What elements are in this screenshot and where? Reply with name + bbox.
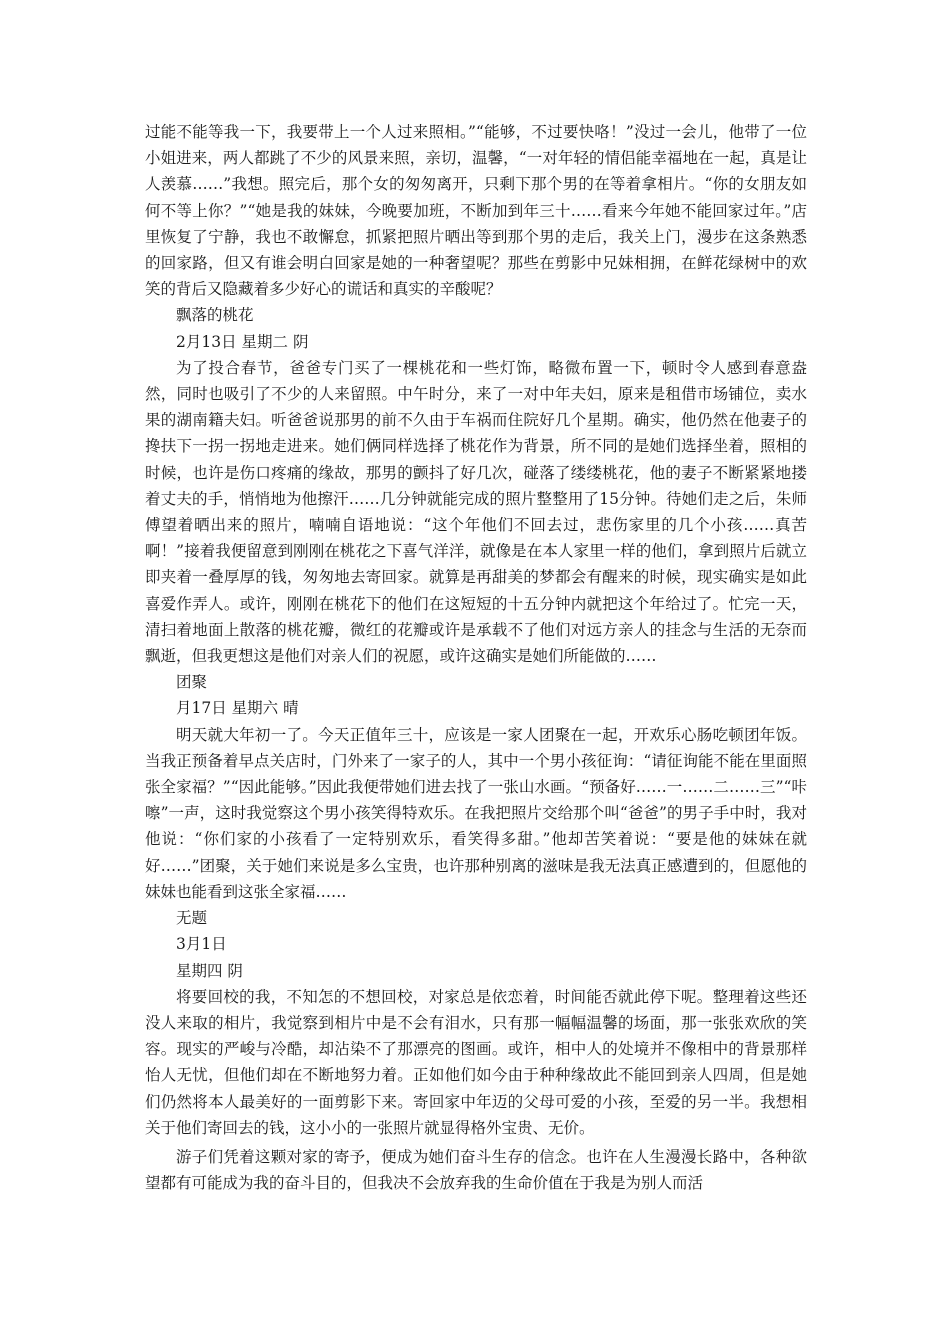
- paragraph-returning-to-school: 将要回校的我，不知怎的不想回校，对家总是依恋着，时间能否就此停下呢。整理着这些还没人来取的相片，我觉察到相片中是不会有泪水，只有那一幅幅温馨的场面，那一张张欢欣的笑容。现实的严峻与冷酷，却沾染不了那漂亮的图画。或许，相中人的处境并不像相中的背景那样怡人无忧，但他们却在不断地努力着。正如他们如今由于种种缘故此不能回到亲人四周，但是她们仍然将本人最美好的一面剪影下来。寄回家中年迈的父母可爱的小孩，至爱的另一半。我想相关于他们寄回去的钱，这小小的一张照片就显得格外宝贵、无价。: [145, 987, 807, 1137]
- diary-date-mar-1: 3月1日: [176, 935, 227, 954]
- section-heading-untitled: 无题: [176, 909, 208, 928]
- paragraph-continuation: 过能不能等我一下，我要带上一个人过来照相。”“能够，不过要快咯！”没过一会儿，他带了一位小姐进来，两人都跳了不少的风景来照，亲切，温馨，“一对年轻的情侣能幸福地在一起，真是让人羡慕……”我想。照完后，那个女的匆匆离开，只剩下那个男的在等着拿相片。“你的女朋友如何不等上你？”“她是我的妹妹，今晚要加班，不断加到年三十……看来今年她不能回家过年。”店里恢复了宁静，我也不敢懈怠，抓紧把照片晒出等到那个男的走后，我关上门，漫步在这条熟悉的回家路，但又有谁会明白回家是她的一种奢望呢？那些在剪影中兄妹相拥，在鲜花绿树中的欢笑的背后又隐藏着多少好心的谎话和真实的辛酸呢？: [145, 123, 807, 299]
- diary-weekday-thursday: 星期四 阴: [176, 961, 243, 980]
- paragraph-peach-blossom-story: 为了投合春节，爸爸专门买了一棵桃花和一些灯饰，略微布置一下，顿时令人感到春意盎然，同时也吸引了不少的人来留照。中午时分，来了一对中年夫妇，原来是租借市场铺位，卖水果的湖南籍夫妇。听爸爸说那男的前不久由于车祸而住院好几个星期。确实，他仍然在他妻子的搀扶下一拐一拐地走进来。她们俩同样选择了桃花作为背景，所不同的是她们选择坐着，照相的时候，也许是伤口疼痛的缘故，那男的颤抖了好几次，碰落了缕缕桃花，他的妻子不断紧紧地搂着丈夫的手，悄悄地为他擦汗……几分钟就能完成的照片整整用了15分钟。待她们走之后，朱师傅望着晒出来的照片，喃喃自语地说：“这个年他们不回去过，悲伤家里的几个小孩……真苦啊！”接着我便留意到刚刚在桃花之下喜气洋洋，就像是在本人家里一样的他们，拿到照片后就立即夹着一叠厚厚的钱，匆匆地去寄回家。就算是再甜美的梦都会有醒来的时候，现实确实是如此喜爱作弄人。或许，刚刚在桃花下的他们在这短短的十五分钟内就把这个年给过了。忙完一天，清扫着地面上散落的桃花瓣，微红的花瓣或许是承载不了他们对远方亲人的挂念与生活的无奈而飘逝，但我更想这是他们对亲人们的祝愿，或许这确实是她们所能做的……: [145, 358, 807, 666]
- paragraph-wanderers: 游子们凭着这颗对家的寄予，便成为她们奋斗生存的信念。也许在人生漫漫长路中，各种欲望都有可能成为我的奋斗目的，但我决不会放弃我的生命价值在于我是为别人而活: [145, 1147, 807, 1193]
- diary-date-feb-13: 2月13日 星期二 阴: [176, 332, 309, 351]
- paragraph-reunion-story: 明天就大年初一了。今天正值年三十，应该是一家人团聚在一起，开欢乐心肠吃顿团年饭。当我正预备着早点关店时，门外来了一家子的人，其中一个男小孩征询：“请征询能不能在里面照张全家福？”“因此能够。”因此我便带她们进去找了一张山水画。“预备好……一……二……三”“咔嚓”一声，这时我觉察这个男小孩笑得特欢乐。在我把照片交给那个叫“爸爸”的男子手中时，我对他说：“你们家的小孩看了一定特别欢乐，看笑得多甜。”他却苦笑着说：“要是他的妹妹在就好……”团聚，关于她们来说是多么宝贵，也许那种别离的滋味是我无法真正感遭到的，但愿他的妹妹也能看到这张全家福……: [145, 725, 807, 901]
- diary-date-17: 月17日 星期六 晴: [176, 699, 299, 718]
- section-heading-reunion: 团聚: [176, 673, 208, 692]
- section-heading-falling-peach-blossoms: 飘落的桃花: [176, 306, 254, 325]
- document-body: [145, 119, 807, 1196]
